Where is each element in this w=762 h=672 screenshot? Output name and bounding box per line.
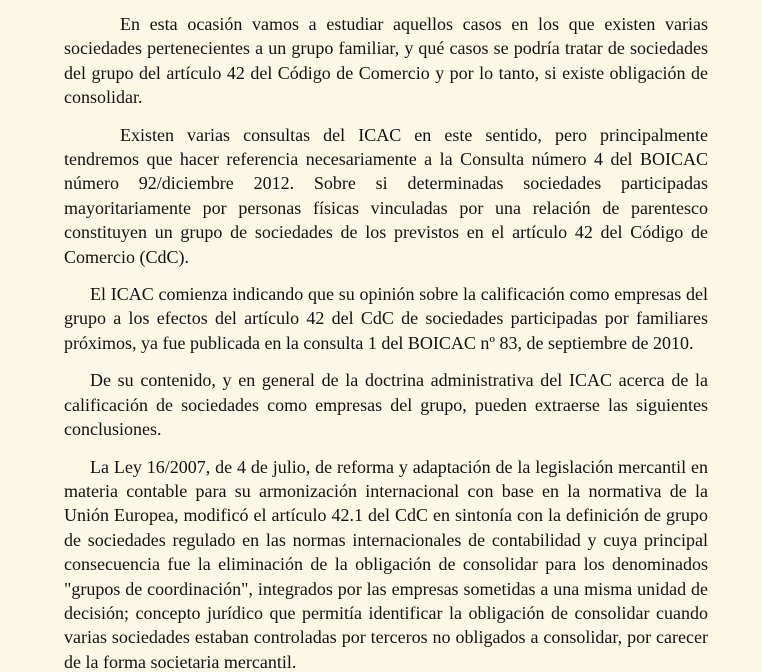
paragraph-icac-opinion: El ICAC comienza indicando que su opinión sobre la calificación como empresas del grupo a los efectos del artículo 42 del CdC de sociedades participadas por familiares próximos, ya fue publicada en la consulta 1 del BOICAC nº 83, de septiembre de 2010.: [64, 284, 708, 353]
paragraph-intro: En esta ocasión vamos a estudiar aquellos casos en los que existen varias sociedades pertenecientes a un grupo familiar, y qué casos se podría tratar de sociedades del grupo del artículo 42 del Código de Comercio y por lo tanto, si existe obligación de consolidar.: [64, 14, 708, 108]
paragraph-conclusiones: De su contenido, y en general de la doctrina administrativa del ICAC acerca de la calificación de sociedades como empresas del grupo, pueden extraerse las siguientes conclusiones.: [64, 370, 708, 440]
paragraph-consultas: Existen varias consultas del ICAC en este sentido, pero principalmente tendremos que hacer referencia necesariamente a la Consulta número 4 del BOICAC número 92/diciembre 2012. Sobre si determinadas sociedades participadas mayoritariamente por personas físicas vinculadas por una relación de parentesco constituyen un grupo de sociedades de los previstos en el artículo 42 del Código de Comercio (CdC).: [64, 124, 708, 267]
paragraph-ley-16-2007: La Ley 16/2007, de 4 de julio, de reforma y adaptación de la legislación mercantil en materia contable para su armonización internacional con base en la normativa de la Unión Europea, modificó el artículo 42.1 del CdC en sintonía con la definición de grupo de sociedades regulado en las normas internacionales de contabilidad y cuya principal consecuencia fue la eliminación de la obligación de consolidar para los denominados "grupos de coordinación", integrados por las empresas sometidas a una misma unidad de decisión; concepto jurídico que permitía identificar la obligación de consolidar cuando varias sociedades estaban controladas por terceros no obligados a consolidar, por carecer de la forma societaria mercantil.: [64, 456, 708, 672]
